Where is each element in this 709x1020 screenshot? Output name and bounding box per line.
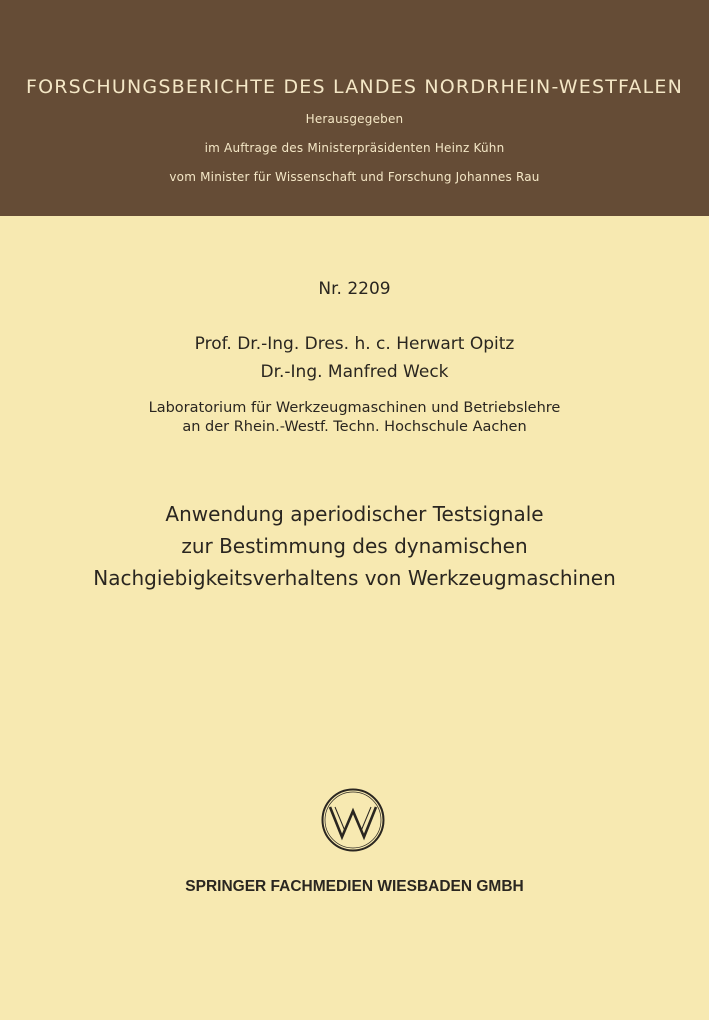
series-header-band [0, 0, 709, 216]
report-number: Nr. 2209 [318, 279, 391, 299]
publisher-name: SPRINGER FACHMEDIEN WIESBADEN GMBH [185, 878, 524, 895]
institution-line-1: Laboratorium für Werkzeugmaschinen und Betriebslehre [148, 400, 561, 416]
editor-line-1: Herausgegeben [305, 112, 404, 126]
book-title-line-1: Anwendung aperiodischer Testsignale [165, 502, 544, 526]
author-1: Prof. Dr.-Ing. Dres. h. c. Herwart Opitz [194, 334, 515, 354]
institution-line-2: an der Rhein.-Westf. Techn. Hochschule Aachen [182, 419, 527, 435]
author-2: Dr.-Ing. Manfred Weck [260, 362, 449, 382]
editor-line-2: im Auftrage des Ministerpräsidenten Heinz Kühn [204, 141, 505, 155]
book-title-line-3: Nachgiebigkeitsverhaltens von Werkzeugmaschinen [93, 566, 616, 590]
book-title-line-2: zur Bestimmung des dynamischen [181, 534, 528, 558]
westdeutscher-verlag-w-logo-icon [320, 787, 386, 853]
series-title: FORSCHUNGSBERICHTE DES LANDES NORDRHEIN-WESTFALEN [26, 76, 683, 98]
editor-line-3: vom Minister für Wissenschaft und Forschung Johannes Rau [169, 170, 540, 184]
